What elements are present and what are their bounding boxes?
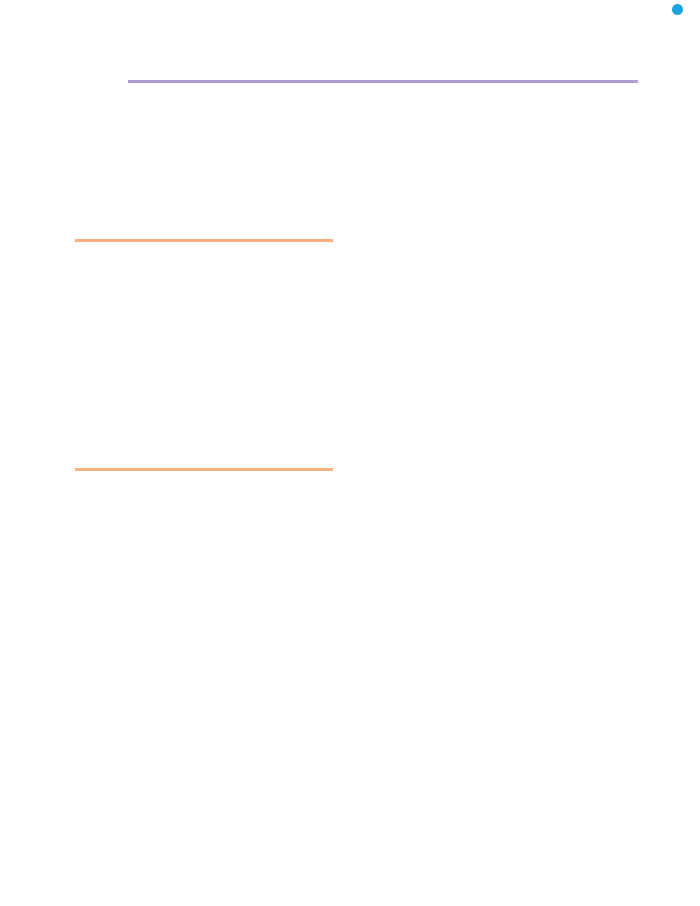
glossary-line [75, 397, 333, 412]
glossary-line [75, 298, 333, 313]
sidebar-top-rule [75, 239, 333, 242]
text-line [362, 246, 638, 265]
text-line [362, 466, 638, 485]
text-line [128, 706, 638, 725]
glossary-line [75, 314, 333, 329]
text-line [128, 726, 638, 745]
glossary-line [75, 448, 333, 463]
text-line [362, 526, 638, 545]
publisher-logo-icon [672, 4, 683, 15]
text-line [128, 104, 638, 123]
text-line [128, 786, 638, 805]
glossary-entry [75, 349, 333, 364]
glossary-line [75, 432, 333, 447]
text-line [164, 606, 638, 625]
text-line [128, 646, 638, 665]
text-line [128, 226, 638, 245]
text-line [128, 806, 638, 825]
text-line [128, 766, 638, 785]
glossary-line [75, 381, 333, 396]
text-line [362, 346, 638, 365]
glossary-entry [75, 416, 333, 431]
text-line [128, 626, 638, 645]
text-line [362, 506, 638, 525]
sidebar-bottom-rule [75, 468, 333, 471]
text-line [128, 666, 638, 685]
text-line [128, 124, 638, 143]
text-line [128, 164, 638, 183]
text-line [128, 566, 638, 585]
text-line [128, 546, 638, 565]
text-line [128, 144, 638, 163]
header-divider [128, 80, 638, 83]
text-line [128, 586, 638, 605]
glossary-line [75, 266, 333, 281]
glossary-line [75, 365, 333, 380]
text-line [128, 746, 638, 765]
text-line [362, 366, 638, 385]
text-line [362, 426, 638, 445]
glossary-entry [75, 250, 333, 265]
text-line [362, 326, 638, 345]
text-line [362, 446, 638, 465]
text-line [362, 386, 638, 405]
text-line [362, 486, 638, 505]
text-line [164, 186, 638, 205]
glossary-line [75, 330, 333, 345]
text-line [362, 266, 638, 285]
text-line [362, 286, 638, 305]
text-line [128, 686, 638, 705]
text-line [128, 206, 638, 225]
text-line [362, 406, 638, 425]
glossary-entry [75, 282, 333, 297]
text-line [362, 306, 638, 325]
